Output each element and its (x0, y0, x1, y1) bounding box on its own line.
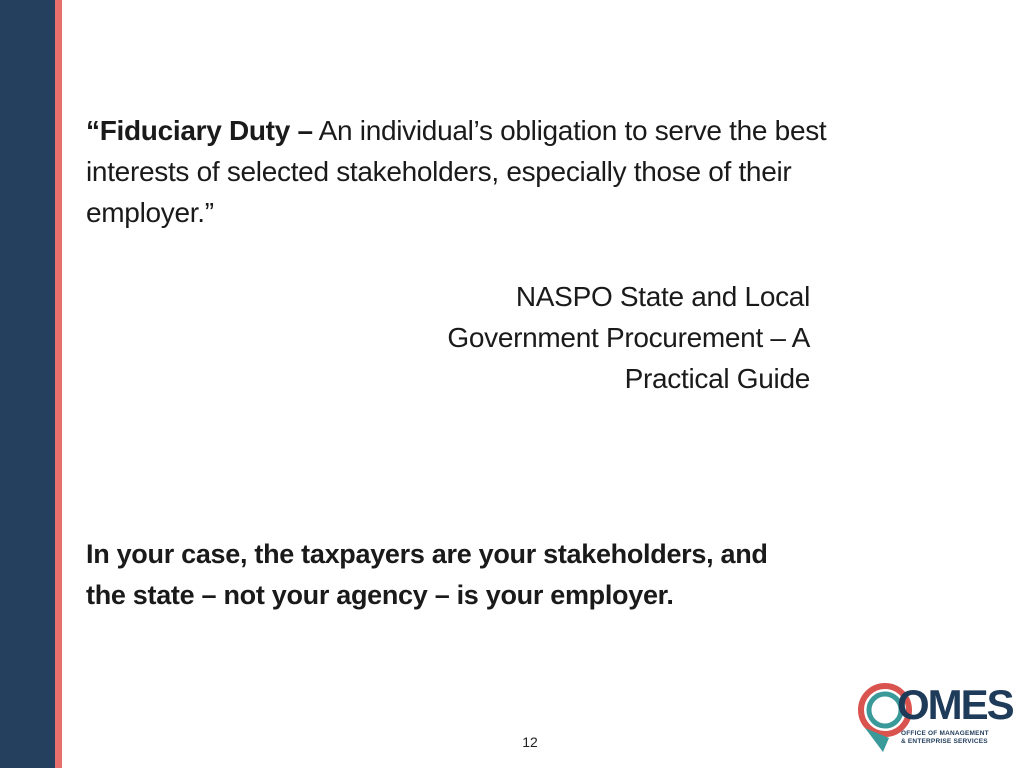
logo-tagline (901, 730, 1005, 746)
conclusion-line: the state – not your agency – is your employer. (86, 580, 674, 610)
citation (380, 276, 810, 399)
conclusion-line: In your case, the taxpayers are your stakeholders, and (86, 539, 768, 569)
definition-quote (86, 110, 886, 233)
citation-line: Practical Guide (624, 363, 810, 394)
omes-logo (855, 680, 1013, 760)
definition-term: “Fiduciary Duty – (86, 115, 313, 146)
logo-wordmark: OMES (897, 681, 1013, 728)
logo-tagline-line: OFFICE OF MANAGEMENT (901, 730, 989, 737)
page-number: 12 (522, 734, 538, 750)
sidebar-accent-stripe (55, 0, 62, 768)
citation-line: Government Procurement – A (447, 322, 810, 353)
logo-tagline-line: & ENTERPRISE SERVICES (901, 738, 988, 745)
definition-text: An individual’s obligation to serve the best interests of selected stakeholders, especially those of their employer.” (86, 115, 827, 228)
citation-line: NASPO State and Local (515, 281, 810, 312)
conclusion-statement (86, 534, 886, 616)
sidebar-bar (0, 0, 55, 768)
